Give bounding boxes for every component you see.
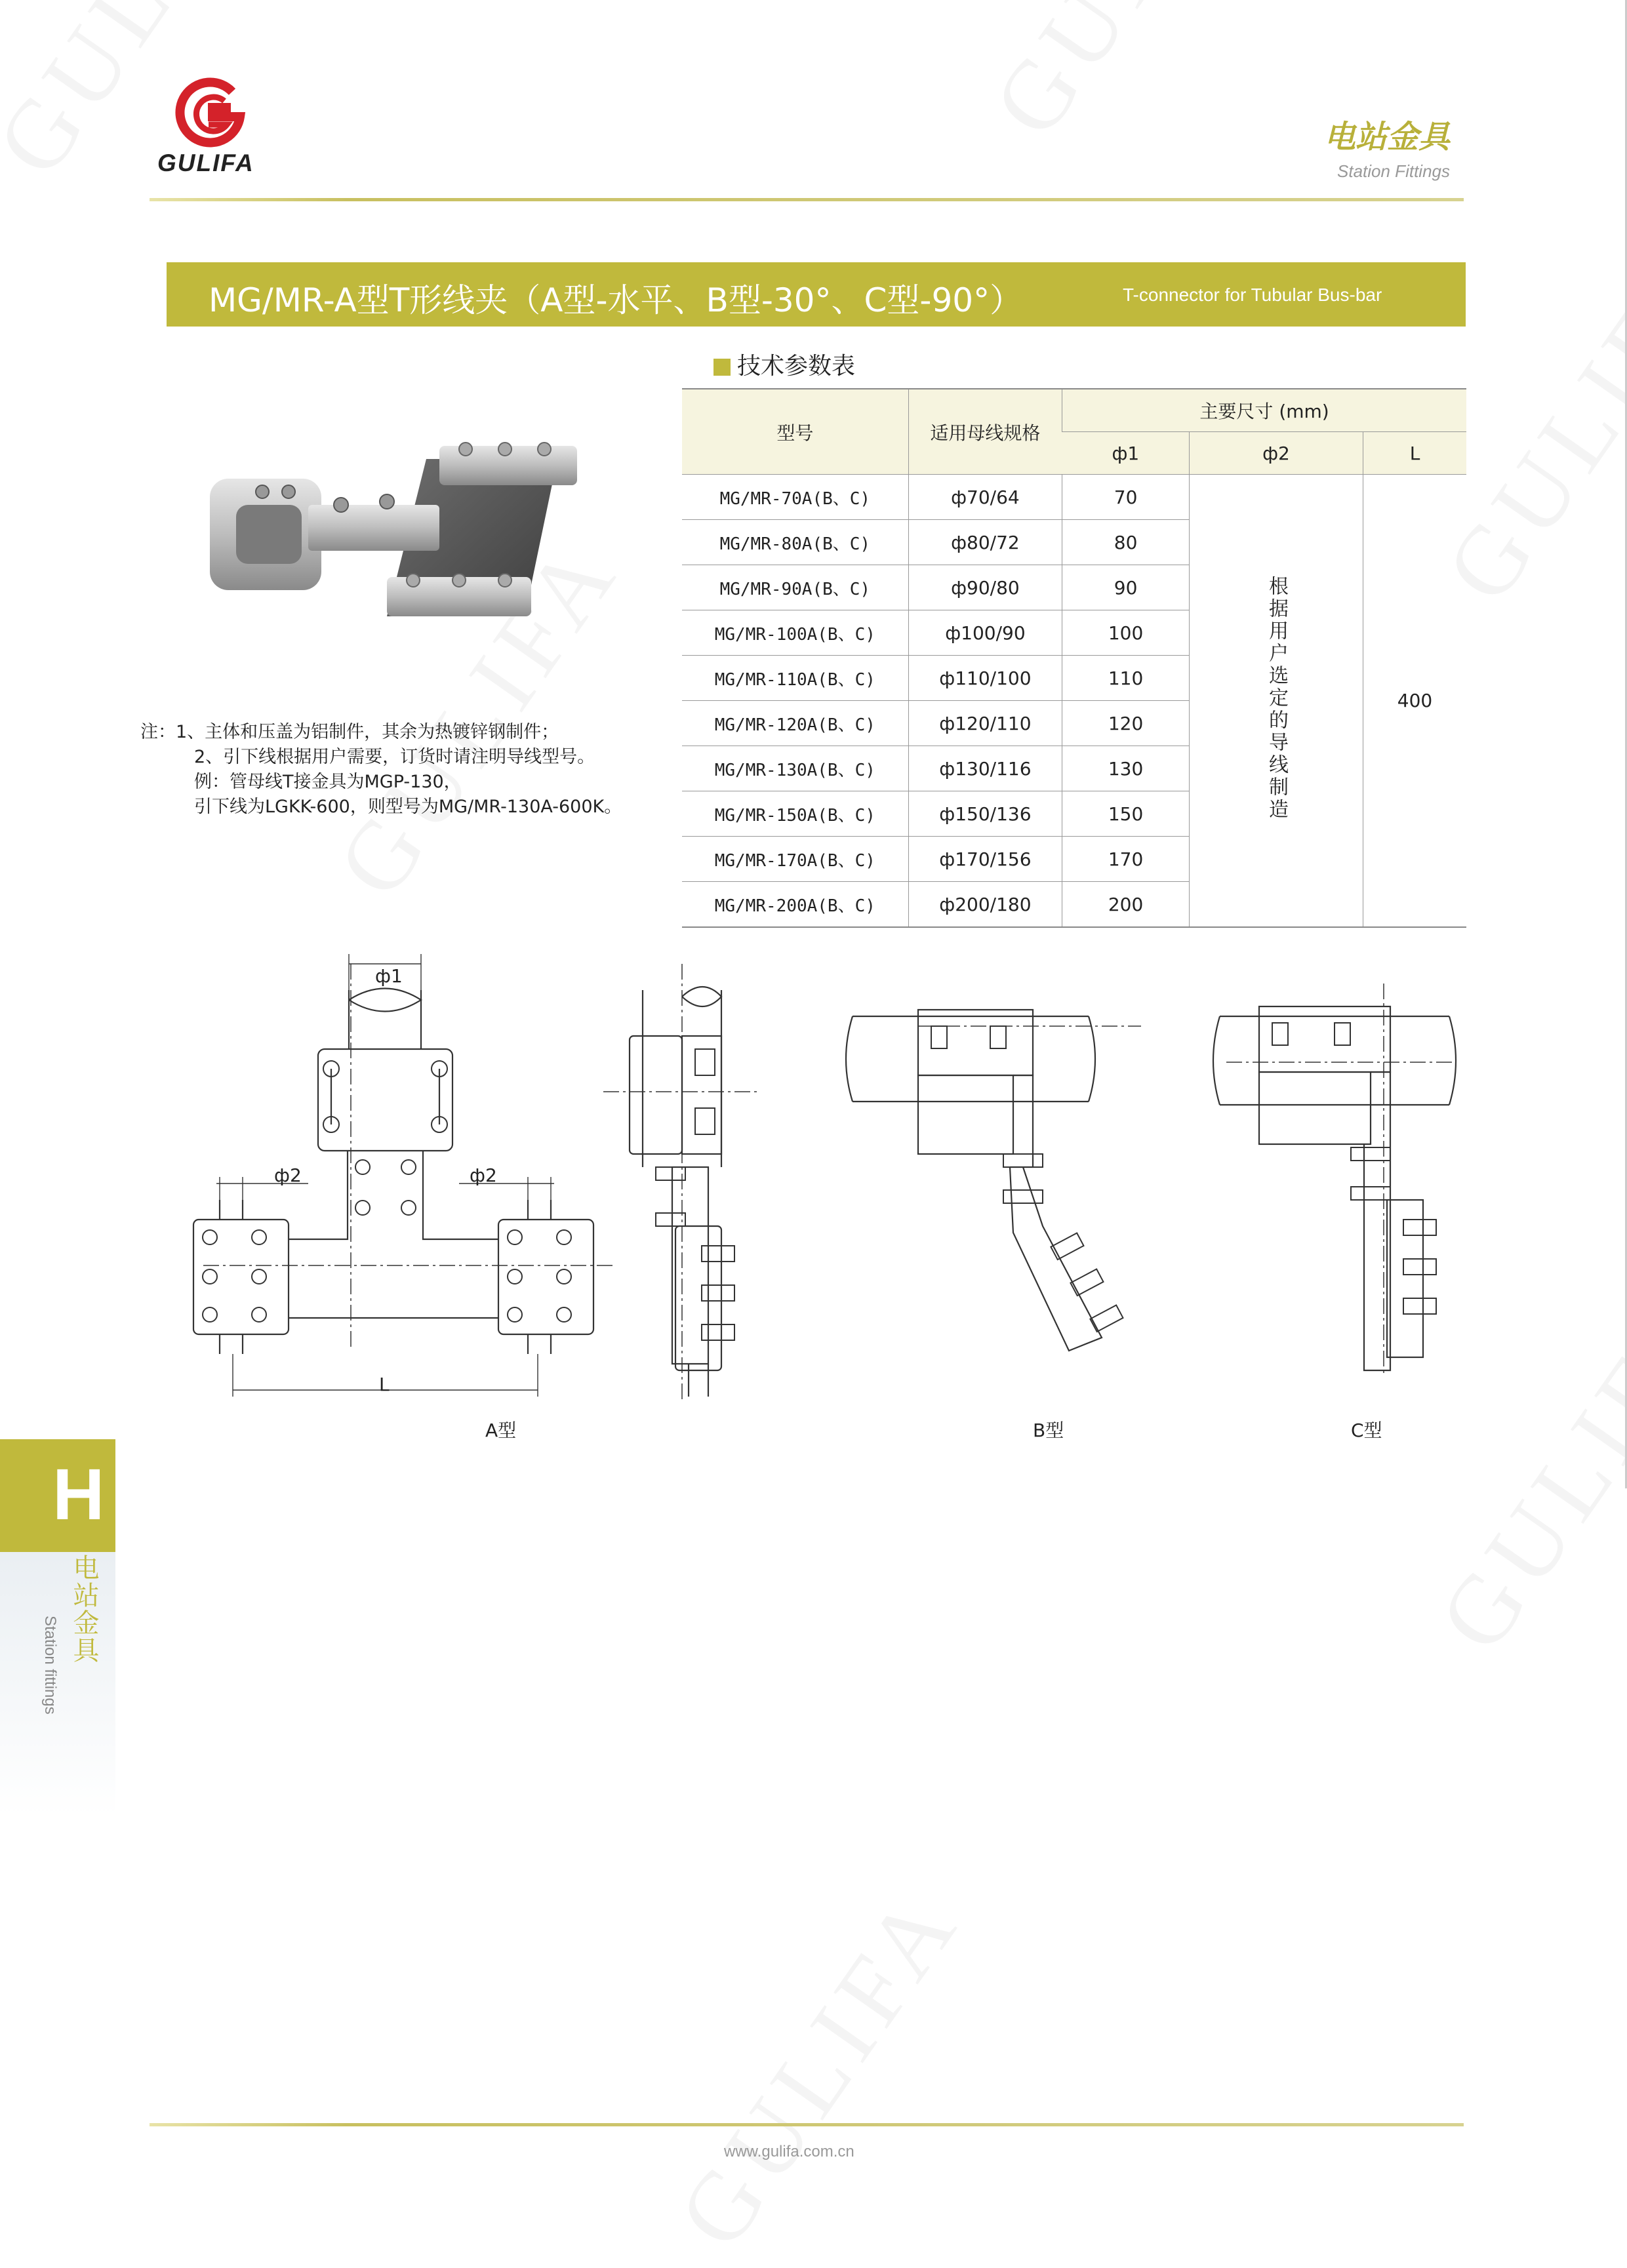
- dim-label-phi1: ф1: [375, 965, 403, 987]
- cell-phi1: 80: [1062, 520, 1190, 565]
- cell-busbar: ф150/136: [908, 791, 1062, 837]
- col-model: 型号: [682, 389, 908, 475]
- watermark: [0, 0, 300, 196]
- note-line: 注：1、主体和压盖为铝制件，其余为热镀锌钢制件；: [140, 722, 559, 742]
- cell-model: MG/MR-70A(B、C): [682, 475, 908, 520]
- cell-phi1: 100: [1062, 610, 1190, 656]
- spec-table: [682, 388, 1466, 928]
- note-line: 2、引下线根据用户需要，订货时请注明导线型号。: [194, 747, 595, 767]
- cell-busbar: ф110/100: [908, 656, 1062, 701]
- cell-model: MG/MR-150A(B、C): [682, 791, 908, 837]
- cell-busbar: ф200/180: [908, 882, 1062, 928]
- section-title-text: 技术参数表: [737, 353, 856, 380]
- brand-name: GULIFA: [157, 149, 254, 176]
- cell-phi1: 150: [1062, 791, 1190, 837]
- cell-phi1: 110: [1062, 656, 1190, 701]
- col-dims: 主要尺寸 (mm): [1062, 389, 1466, 432]
- header-rule: [150, 198, 1464, 201]
- caption-c-type: C型: [1351, 1420, 1382, 1441]
- footer-url: www.gulifa.com.cn: [724, 2143, 854, 2160]
- cell-busbar: ф90/80: [908, 565, 1062, 610]
- cell-busbar: ф100/90: [908, 610, 1062, 656]
- dim-label-phi2-left: ф2: [274, 1164, 302, 1186]
- cell-phi1: 70: [1062, 475, 1190, 520]
- header-title-en: Station Fittings: [1337, 161, 1450, 181]
- caption-a-type: A型: [485, 1420, 517, 1441]
- bullet-square-icon: [713, 359, 731, 376]
- cell-phi1: 170: [1062, 837, 1190, 882]
- technical-drawings-detail: [171, 951, 1469, 1436]
- banner-title-en: T-connector for Tubular Bus-bar: [1123, 285, 1382, 305]
- table-body: [682, 475, 1466, 928]
- dim-label-L: L: [379, 1374, 390, 1395]
- sidetab-title-cn: 电站金具: [69, 1554, 99, 1664]
- section-title: [713, 348, 855, 381]
- cell-model: MG/MR-100A(B、C): [682, 610, 908, 656]
- phi2-note-text: 根据用户选定的导线制造: [1265, 576, 1288, 821]
- product-photo: [190, 420, 590, 649]
- table-row: [682, 475, 1466, 520]
- col-L: L: [1363, 432, 1467, 475]
- col-busbar: 适用母线规格: [908, 389, 1062, 475]
- cell-busbar: ф70/64: [908, 475, 1062, 520]
- cell-model: MG/MR-130A(B、C): [682, 746, 908, 791]
- cell-phi1: 90: [1062, 565, 1190, 610]
- cell-model: MG/MR-170A(B、C): [682, 837, 908, 882]
- watermark: [656, 1869, 982, 2268]
- note-line: 引下线为LGKK-600，则型号为MG/MR-130A-600K。: [194, 797, 622, 817]
- dim-label-phi2-right: ф2: [470, 1164, 497, 1186]
- cell-phi1: 200: [1062, 882, 1190, 928]
- header-title-cn: 电站金具: [1323, 119, 1450, 155]
- cell-phi2-note: [1190, 475, 1363, 928]
- cell-model: MG/MR-110A(B、C): [682, 656, 908, 701]
- caption-b-type: B型: [1033, 1420, 1064, 1441]
- cell-phi1: 130: [1062, 746, 1190, 791]
- cell-model: MG/MR-90A(B、C): [682, 565, 908, 610]
- footer-rule: [150, 2123, 1464, 2126]
- watermark: [971, 0, 1297, 157]
- sidetab-letter: H: [52, 1454, 105, 1535]
- cell-model: MG/MR-80A(B、C): [682, 520, 908, 565]
- note-line: 例：管母线T接金具为MGP-130，: [194, 772, 462, 792]
- col-phi1: ф1: [1062, 432, 1190, 475]
- logo-mark: [172, 76, 251, 149]
- notes: [140, 720, 622, 820]
- cell-L-value: 400: [1363, 475, 1467, 928]
- cell-busbar: ф120/110: [908, 701, 1062, 746]
- cell-busbar: ф130/116: [908, 746, 1062, 791]
- col-phi2: ф2: [1190, 432, 1363, 475]
- cell-busbar: ф170/156: [908, 837, 1062, 882]
- sidetab-title-en: Station fittings: [41, 1616, 59, 1715]
- table-header-row: [682, 389, 1466, 432]
- cell-model: MG/MR-120A(B、C): [682, 701, 908, 746]
- cell-busbar: ф80/72: [908, 520, 1062, 565]
- banner-title-cn: MG/MR-A型T形线夹（A型-水平、B型-30°、C型-90°）: [209, 281, 1023, 319]
- cell-model: MG/MR-200A(B、C): [682, 882, 908, 928]
- cell-phi1: 120: [1062, 701, 1190, 746]
